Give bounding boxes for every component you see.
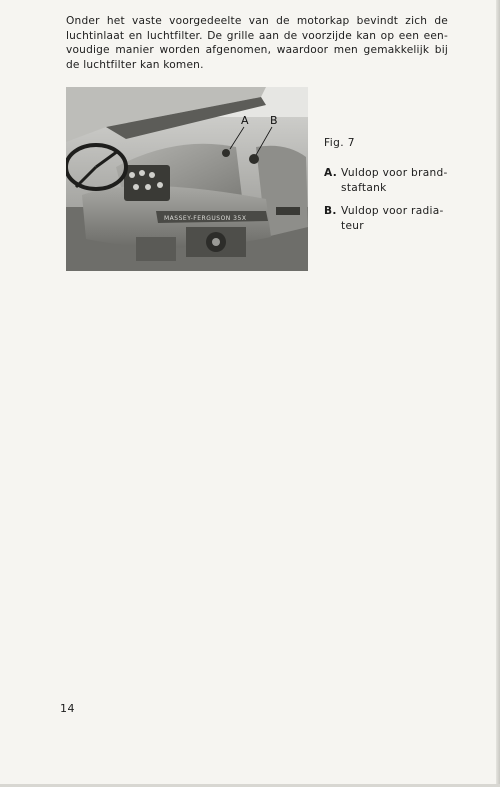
legend-text: Vuldop voor radia-teur bbox=[341, 205, 444, 232]
intro-line: voudige manier worden afgenomen, waardoor men gemakkelijk bij bbox=[66, 44, 448, 57]
intro-paragraph bbox=[66, 14, 448, 72]
callout-b: B bbox=[270, 114, 278, 127]
legend-item bbox=[324, 166, 450, 196]
tractor-photo bbox=[66, 87, 308, 271]
intro-line: de luchtfilter kan komen. bbox=[66, 58, 204, 71]
intro-line: luchtinlaat en luchtfilter. De grille aan de voorzijde kan op een een- bbox=[66, 29, 448, 42]
legend-key: A. bbox=[324, 167, 338, 179]
page-number: 14 bbox=[60, 702, 75, 715]
tractor-illustration bbox=[66, 87, 308, 271]
legend-key: B. bbox=[324, 205, 337, 217]
intro-line: Onder het vaste voorgedeelte van de motorkap bevindt zich de bbox=[66, 15, 448, 27]
legend-item bbox=[324, 204, 450, 234]
legend-text: Vuldop voor brand-staftank bbox=[341, 167, 448, 194]
callout-a: A bbox=[241, 114, 249, 127]
figure-label: Fig. 7 bbox=[324, 137, 355, 149]
brand-text: MASSEY-FERGUSON 35X bbox=[164, 215, 247, 222]
figure-legend bbox=[324, 166, 450, 242]
page-edge bbox=[496, 0, 500, 787]
